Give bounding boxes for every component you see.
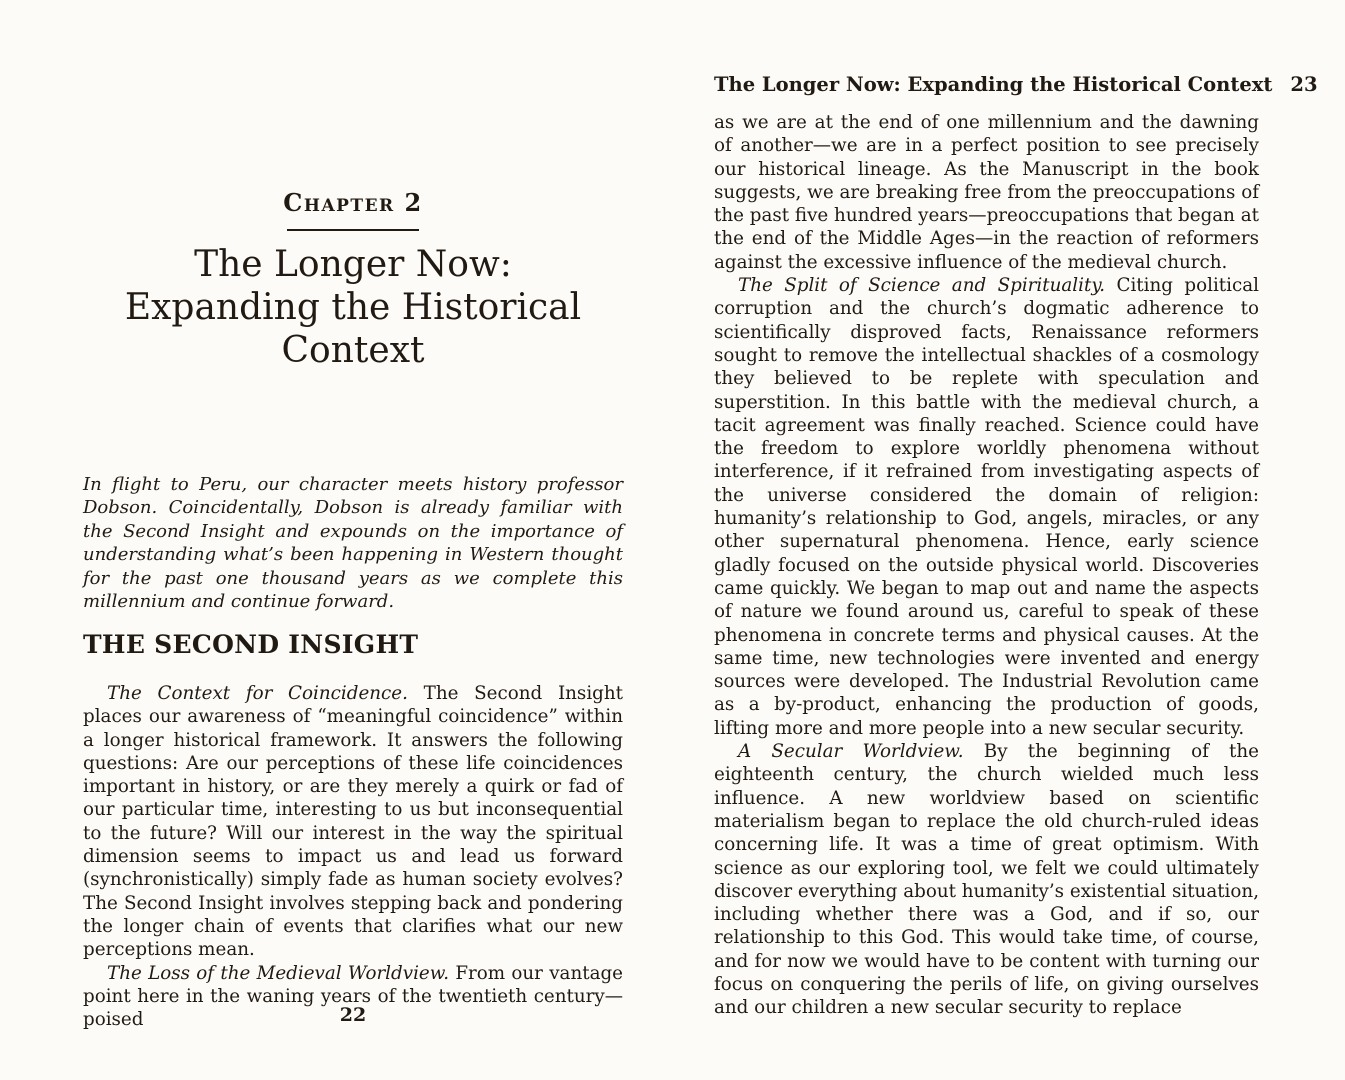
body-paragraph (83, 682, 623, 962)
paragraph-lead: The Context for Coincidence. (107, 683, 408, 704)
paragraph-lead: The Loss of the Medieval Worldview. (107, 962, 450, 984)
page-left (83, 0, 623, 1080)
chapter-title (83, 243, 623, 372)
chapter-title-line-2: Expanding the Historical (124, 287, 582, 328)
chapter-rule-divider (287, 229, 419, 231)
page-number-left: 22 (339, 1004, 367, 1026)
paragraph-text: Citing political corruption and the church’s dogmatic adherence to scientifically disproved facts, Renaissance reformers sought to remove the intellectual shackles of a cosmology they believed to be replete with speculation and superstition. In this battle with the medieval church, a tacit agreement was finally reached. Science could have the freedom to explore worldly phenomena without interference, if it refrained from investigating aspects of the universe considered the domain of religion: humanity’s relationship to God, angels, miracles, or any other supernatural phenomena. Hence, early science gladly focused on the outside physical world. Discoveries came quickly. We began to map out and name the aspects of nature we found around us, careful to speak of these phenomena in concrete terms and physical causes. At the same time, new technologies were invented and energy sources were developed. The Industrial Revolution came as a by-product, enhancing the production of goods, lifting more and more people into a new secular security. (714, 275, 1259, 739)
paragraph-text: From our vantage point here in the waning years of the twentieth century—poised (83, 962, 623, 1031)
body-paragraph (714, 274, 1259, 740)
body-paragraph (714, 111, 1259, 274)
paragraph-text: The Second Insight places our awareness of “meaningful coincidence” within a longer historical framework. It answers the following questions: Are our perceptions of these life coincidences important in history, or are they merely a quirk or fad of our particular time, interesting to us but inconsequential to the future? Will our interest in the way the spiritual dimension seems to impact us and lead us forward (synchronistically) simply fade as human society evolves? The Second Insight involves stepping back and pondering the longer chain of events that clarifies what our new perceptions mean. (83, 683, 623, 961)
running-head (714, 73, 1318, 96)
body-paragraph (714, 740, 1259, 1020)
paragraph-lead: A Secular Worldview. (738, 741, 964, 763)
page-right (714, 0, 1318, 1080)
chapter-label: Chapter 2 (283, 188, 423, 217)
running-head-title: The Longer Now: Expanding the Historical Context (714, 73, 1273, 96)
chapter-title-line-1: The Longer Now: (194, 244, 512, 285)
paragraph-text: as we are at the end of one millennium and the dawning of another—we are in a perfect position to see precisely our historical lineage. As the Manuscript in the book suggests, we are breaking free from the preoccupations of the past five hundred years—preoccupations that began at the end of the Middle Ages—in the reaction of reformers against the excessive influence of the medieval church. (714, 112, 1260, 273)
chapter-intro-paragraph: In flight to Peru, our character meets history professor Dobson. Coincidentally, Dobson is already familiar with the Second Insight and expounds on the importance of understanding what’s been happening in Western thought for the past one thousand years as we complete this millennium and continue forward. (83, 474, 623, 613)
page-number-right: 23 (1290, 73, 1318, 96)
paragraph-text: By the beginning of the eighteenth century, the church wielded much less influence. A new worldview based on scientific materialism began to replace the old church-ruled ideas concerning life. It was a time of great optimism. With science as our exploring tool, we felt we could ultimately discover everything about humanity’s existential situation, including whether there was a God, and if so, our relationship to this God. This would take time, of course, and for now we would have to be content with turning our focus on conquering the perils of life, on giving ourselves and our children a new secular security to replace (714, 741, 1259, 1019)
section-heading: THE SECOND INSIGHT (83, 630, 419, 659)
chapter-title-line-3: Context (281, 330, 425, 371)
left-page-body (83, 682, 623, 1031)
paragraph-lead: The Split of Science and Spirituality. (738, 275, 1106, 297)
right-page-body (714, 111, 1259, 1020)
